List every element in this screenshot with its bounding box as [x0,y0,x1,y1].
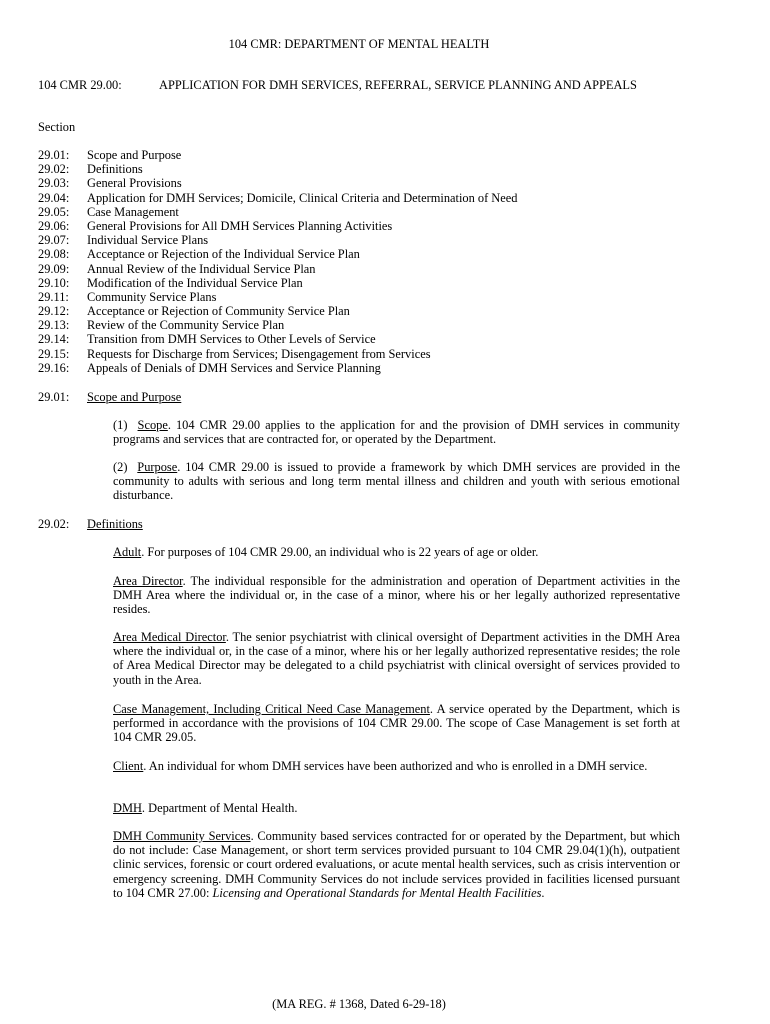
defined-term: Client [113,759,144,773]
toc-item-title: Modification of the Individual Service Plan [87,275,303,290]
toc-item [38,262,517,276]
toc-item [38,276,517,290]
scope-paragraph [113,418,680,446]
toc-item-title: Transition from DMH Services to Other Levels of Service [87,332,376,347]
section-title: Definitions [87,517,143,531]
page-header: 104 CMR: DEPARTMENT OF MENTAL HEALTH [228,37,490,51]
toc-item-title: Definitions [87,162,143,177]
defined-term: DMH [113,801,142,815]
toc-item-number: 29.02: [38,162,70,177]
toc-item-title: Appeals of Denials of DMH Services and Service Planning [87,360,381,375]
toc-item-number: 29.15: [38,346,70,361]
definition-text: . Department of Mental Health. [141,801,298,815]
toc-item-title: Acceptance or Rejection of the Individual Service Plan [87,247,360,262]
purpose-paragraph [113,460,680,503]
part-title: APPLICATION FOR DMH SERVICES, REFERRAL, SERVICE PLANNING AND APPEALS [159,78,637,92]
part-number: 104 CMR 29.00: [38,78,122,92]
definition-dmh-community-services: DMH Community Services. Community based services contracted for or operated by the Department, but which do not include: Case Management, or short term services provided pursuant to 104 CMR 29.04(1)(h), outpatient clinic services, forensic or court ordered evaluations, or acute mental health services, such as crisis intervention or emergency screening. DMH Community Services do not include services provided in facilities licensed pursuant to 104 CMR 27.00: Licensing and Operational Standards for Mental Health Facilities. [113,829,680,900]
toc-item [38,290,517,304]
defined-term: Scope [137,418,168,432]
defined-term: Purpose [137,460,178,474]
toc-item-title: Requests for Discharge from Services; Disengagement from Services [87,346,431,361]
toc-item [38,233,517,247]
definition-text: . The individual responsible for the administration and operation of Department activities in the DMH Area where the individual or, in the case of a minor, where his or her legally authorized representative resides. [113,574,680,617]
toc-item-number: 29.12: [38,304,70,319]
toc-item-number: 29.05: [38,204,70,219]
toc-item [38,191,517,205]
regulation-title: Licensing and Operational Standards for Mental Health Facilities [212,885,542,900]
toc-item [38,148,517,162]
section-2902-heading [38,517,143,531]
toc-item-number: 29.09: [38,261,70,276]
paragraph-text: . 104 CMR 29.00 applies to the application for and the provision of DMH services in community programs and services that are contracted for, or operated by the Department. [113,418,680,447]
toc-item [38,219,517,233]
definition-text: . The senior psychiatrist with clinical oversight of Department activities in the DMH Area where the individual or, in the case of a minor, where his or her legally authorized representative resides; the role of Area Medical Director may be delegated to a child psychiatrist with clinical oversight of services provided to youth in the Area. [113,630,680,687]
definition-text: . For purposes of 104 CMR 29.00, an individual who is 22 years of age or older. [141,545,539,559]
definition-text: . A service operated by the Department, which is performed in accordance with the provisions of 104 CMR 29.00. The scope of Case Management is set forth at 104 CMR 29.05. [113,702,680,745]
toc-item-number: 29.04: [38,190,70,205]
definition-area-director [113,574,680,617]
toc-item-number: 29.13: [38,318,70,333]
toc-item-title: Application for DMH Services; Domicile, Clinical Criteria and Determination of Need [87,190,518,205]
toc-item [38,318,517,332]
definition-text: . An individual for whom DMH services have been authorized and who is enrolled in a DMH service. [143,759,648,773]
definition-adult [113,545,680,559]
toc-item [38,332,517,346]
definition-case-management [113,702,680,745]
definition-area-medical-director [113,630,680,687]
paragraph-label: (1) [113,418,128,432]
toc-item-number: 29.11: [38,289,69,304]
section-label: Section [38,120,76,134]
toc-item-number: 29.08: [38,247,70,262]
defined-term: Area Director [113,574,183,588]
toc-item-number: 29.16: [38,360,70,375]
toc-item-number: 29.14: [38,332,70,347]
definition-client [113,759,680,773]
toc-item-title: Review of the Community Service Plan [87,318,285,333]
toc-item-title: Case Management [87,204,179,219]
section-2901-heading [38,390,181,404]
toc-item [38,205,517,219]
toc-item [38,162,517,176]
toc-item-number: 29.07: [38,233,70,248]
section-title: Scope and Purpose [87,390,182,404]
toc-item-title: General Provisions for All DMH Services Planning Activities [87,218,393,233]
toc-item [38,304,517,318]
toc-item-title: Individual Service Plans [87,233,209,248]
toc-item-number: 29.03: [38,176,70,191]
section-number: 29.01: [38,390,70,404]
toc-item-number: 29.01: [38,148,70,162]
definition-text: . Community based services contracted for or operated by the Department, but which do not include: Case Management, or short term services provided pursuant to 104 CMR 29.04(1)(h), outpatient clinic services, forensic or court ordered evaluations, or acute mental health services, such as crisis intervention or emergency screening. DMH Community Services do not include services provided in facilities licensed pursuant to 104 CMR 27.00: [113,829,680,900]
toc-item-number: 29.06: [38,218,70,233]
defined-term: DMH Community Services [113,829,251,843]
toc-item-title: Annual Review of the Individual Service Plan [87,261,316,276]
toc-item [38,176,517,190]
page-footer: (MA REG. # 1368, Dated 6-29-18) [272,997,446,1011]
paragraph-label: (2) [113,460,128,474]
toc-item-title: Community Service Plans [87,289,217,304]
table-of-contents [38,148,517,375]
paragraph-text: . 104 CMR 29.00 is issued to provide a framework by which DMH services are provided in the community to adults with serious and long term mental illness and children and youth with serious emotional disturbance. [113,460,680,503]
toc-item-title: Acceptance or Rejection of Community Service Plan [87,304,350,319]
defined-term: Adult [113,545,142,559]
toc-item [38,361,517,375]
toc-item-title: Scope and Purpose [87,148,182,162]
section-number: 29.02: [38,517,70,531]
toc-item-title: General Provisions [87,176,182,191]
toc-item-number: 29.10: [38,275,70,290]
definition-dmh [113,801,680,815]
defined-term: Area Medical Director [113,630,226,644]
toc-item [38,347,517,361]
defined-term: Case Management, Including Critical Need Case Management [113,702,430,716]
toc-item [38,247,517,261]
